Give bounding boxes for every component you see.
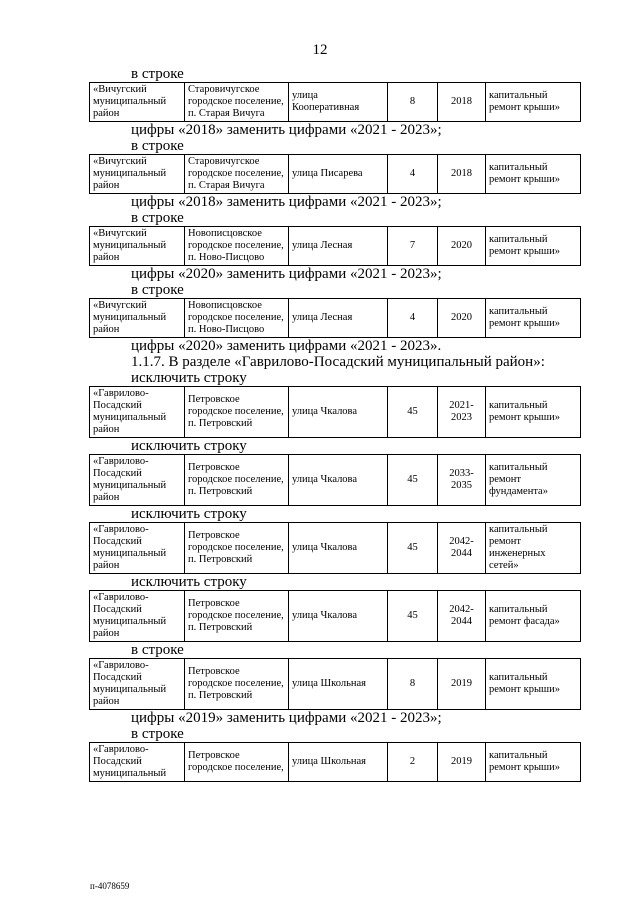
table-row — [89, 82, 581, 122]
house-number-cell: 45 — [388, 455, 438, 506]
street-cell: улица Кооперативная — [289, 83, 388, 122]
instruction-text: цифры «2019» заменить цифрами «2021 - 2023»; — [131, 710, 442, 726]
instruction-text: в строке — [131, 282, 184, 298]
table-row — [89, 386, 581, 438]
settlement-cell: Новописцовское городское поселение, п. Ново-Писцово — [185, 299, 289, 338]
period-cell: 2019 — [438, 659, 486, 710]
settlement-cell: Петровское городское поселение, — [185, 743, 289, 782]
instruction-text: исключить строку — [131, 370, 247, 386]
table-row — [89, 590, 581, 642]
work-type-cell: капитальный ремонт фасада» — [486, 591, 581, 642]
document-code: п-4078659 — [90, 881, 130, 891]
instruction-text: цифры «2020» заменить цифрами «2021 - 2023»; — [131, 266, 442, 282]
district-cell: «Гаврилово-Посадский муниципальный район — [90, 659, 185, 710]
work-type-cell: капитальный ремонт крыши» — [486, 83, 581, 122]
house-number-cell: 2 — [388, 743, 438, 782]
instruction-text: в строке — [131, 210, 184, 226]
instruction-text: в строке — [131, 138, 184, 154]
district-cell: «Вичугский муниципальный район — [90, 227, 185, 266]
work-type-cell: капитальный ремонт крыши» — [486, 299, 581, 338]
instruction-text: цифры «2018» заменить цифрами «2021 - 2023»; — [131, 194, 442, 210]
table-row — [89, 742, 581, 782]
settlement-cell: Петровское городское поселение, п. Петровский — [185, 591, 289, 642]
work-type-cell: капитальный ремонт фундамента» — [486, 455, 581, 506]
settlement-cell: Петровское городское поселение, п. Петровский — [185, 523, 289, 574]
work-type-cell: капитальный ремонт крыши» — [486, 743, 581, 782]
work-type-cell: капитальный ремонт инженерных сетей» — [486, 523, 581, 574]
instruction-text: в строке — [131, 66, 184, 82]
settlement-cell: Старовичугское городское поселение, п. Старая Вичуга — [185, 83, 289, 122]
instruction-text: 1.1.7. В разделе «Гаврилово-Посадский муниципальный район»: — [131, 354, 545, 370]
street-cell: улица Школьная — [289, 743, 388, 782]
instruction-text: цифры «2020» заменить цифрами «2021 - 2023». — [131, 338, 442, 354]
period-cell: 2020 — [438, 227, 486, 266]
instruction-text: в строке — [131, 726, 184, 742]
house-number-cell: 45 — [388, 387, 438, 438]
settlement-cell: Старовичугское городское поселение, п. Старая Вичуга — [185, 155, 289, 194]
street-cell: улица Писарева — [289, 155, 388, 194]
street-cell: улица Чкалова — [289, 455, 388, 506]
house-number-cell: 45 — [388, 523, 438, 574]
document-body — [0, 66, 640, 782]
house-number-cell: 7 — [388, 227, 438, 266]
period-cell: 2021-2023 — [438, 387, 486, 438]
period-cell: 2042-2044 — [438, 523, 486, 574]
district-cell: «Гаврилово-Посадский муниципальный район — [90, 455, 185, 506]
district-cell: «Гаврилово-Посадский муниципальный район — [90, 387, 185, 438]
instruction-text: в строке — [131, 642, 184, 658]
district-cell: «Гаврилово-Посадский муниципальный район — [90, 523, 185, 574]
street-cell: улица Чкалова — [289, 591, 388, 642]
table-row — [89, 522, 581, 574]
street-cell: улица Лесная — [289, 227, 388, 266]
instruction-text: исключить строку — [131, 438, 247, 454]
house-number-cell: 8 — [388, 659, 438, 710]
district-cell: «Гаврилово-Посадский муниципальный — [90, 743, 185, 782]
instruction-text: исключить строку — [131, 506, 247, 522]
house-number-cell: 4 — [388, 299, 438, 338]
district-cell: «Вичугский муниципальный район — [90, 155, 185, 194]
table-row — [89, 154, 581, 194]
district-cell: «Гаврилово-Посадский муниципальный район — [90, 591, 185, 642]
page-number: 12 — [312, 42, 328, 58]
table-row — [89, 298, 581, 338]
settlement-cell: Новописцовское городское поселение, п. Ново-Писцово — [185, 227, 289, 266]
settlement-cell: Петровское городское поселение, п. Петровский — [185, 455, 289, 506]
settlement-cell: Петровское городское поселение, п. Петровский — [185, 387, 289, 438]
period-cell: 2020 — [438, 299, 486, 338]
period-cell: 2018 — [438, 83, 486, 122]
district-cell: «Вичугский муниципальный район — [90, 299, 185, 338]
work-type-cell: капитальный ремонт крыши» — [486, 659, 581, 710]
work-type-cell: капитальный ремонт крыши» — [486, 227, 581, 266]
instruction-text: цифры «2018» заменить цифрами «2021 - 2023»; — [131, 122, 442, 138]
table-row — [89, 658, 581, 710]
instruction-text: исключить строку — [131, 574, 247, 590]
table-row — [89, 226, 581, 266]
street-cell: улица Лесная — [289, 299, 388, 338]
house-number-cell: 4 — [388, 155, 438, 194]
period-cell: 2042-2044 — [438, 591, 486, 642]
period-cell: 2033-2035 — [438, 455, 486, 506]
district-cell: «Вичугский муниципальный район — [90, 83, 185, 122]
street-cell: улица Школьная — [289, 659, 388, 710]
work-type-cell: капитальный ремонт крыши» — [486, 155, 581, 194]
period-cell: 2018 — [438, 155, 486, 194]
table-row — [89, 454, 581, 506]
work-type-cell: капитальный ремонт крыши» — [486, 387, 581, 438]
period-cell: 2019 — [438, 743, 486, 782]
house-number-cell: 45 — [388, 591, 438, 642]
street-cell: улица Чкалова — [289, 523, 388, 574]
street-cell: улица Чкалова — [289, 387, 388, 438]
settlement-cell: Петровское городское поселение, п. Петровский — [185, 659, 289, 710]
house-number-cell: 8 — [388, 83, 438, 122]
